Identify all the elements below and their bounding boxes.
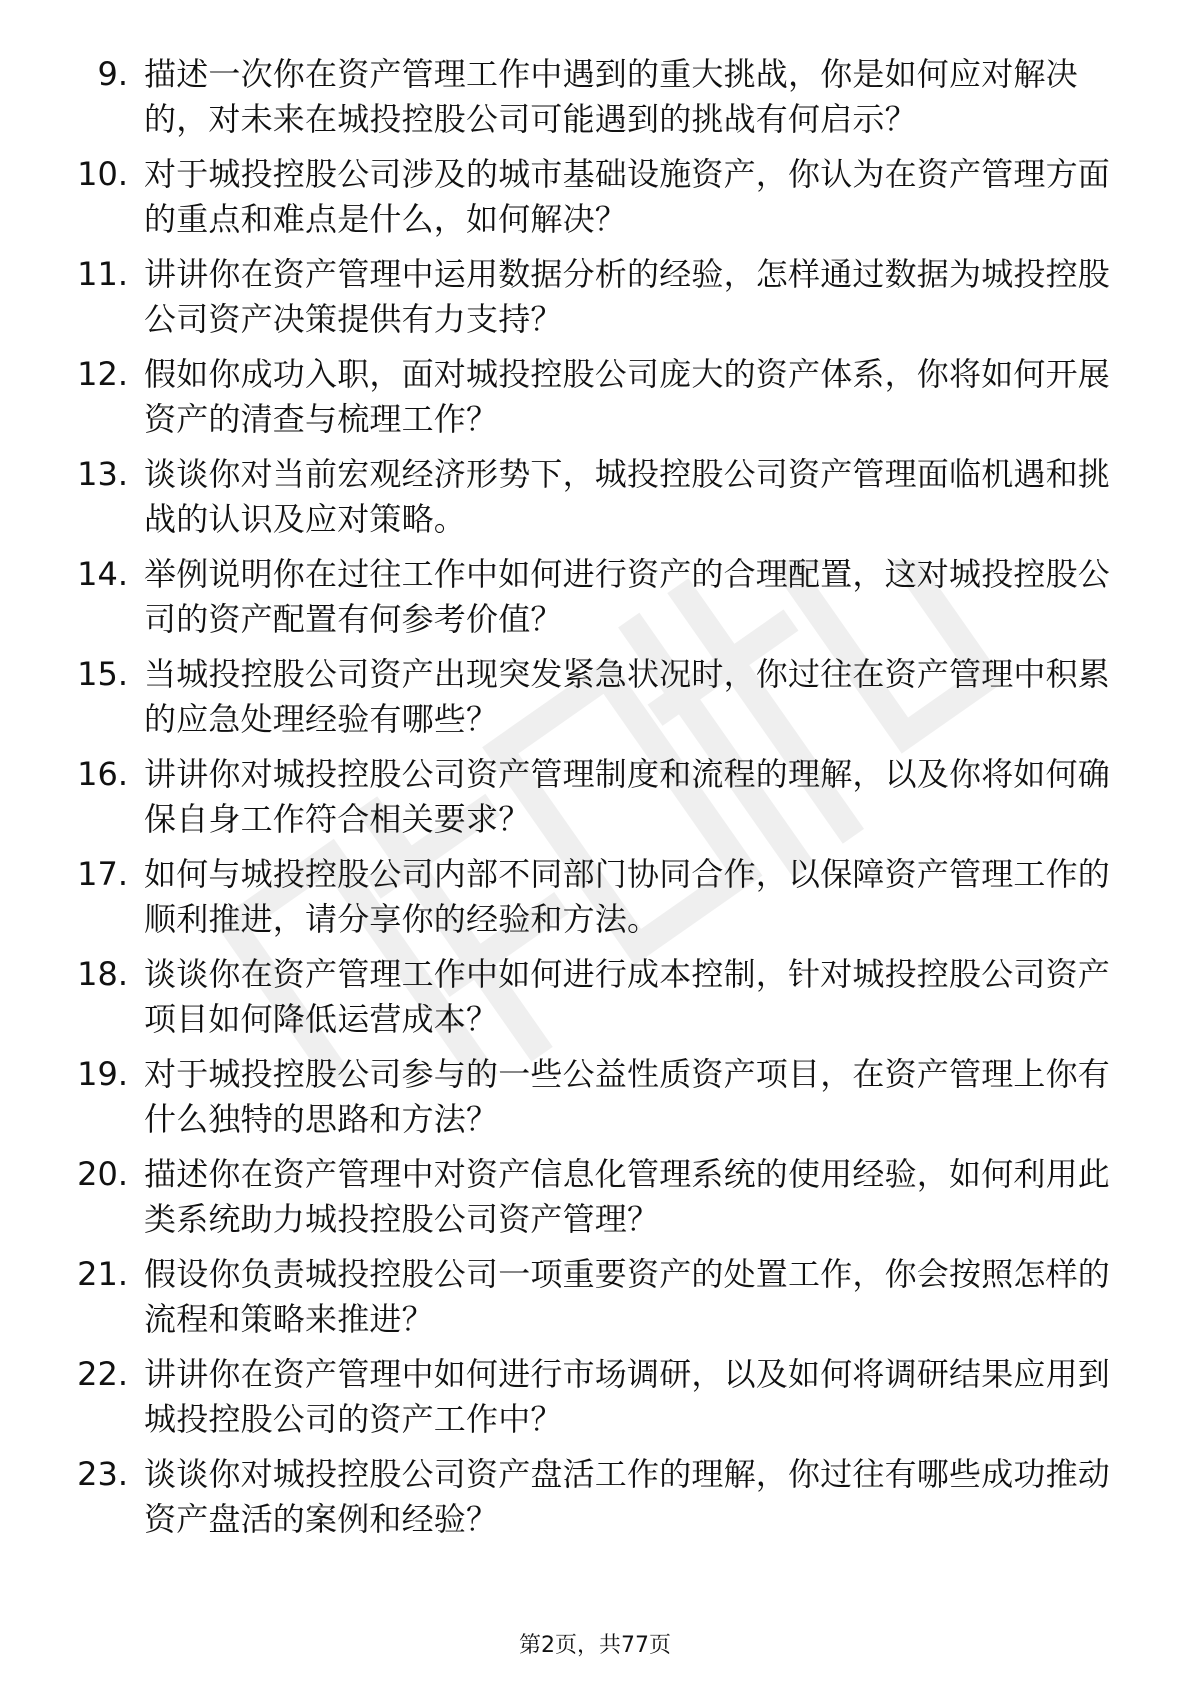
- question-text: 对于城投控股公司涉及的城市基础设施资产，你认为在资产管理方面的重点和难点是什么，如何解决？: [144, 155, 1111, 238]
- question-text: 假设你负责城投控股公司一项重要资产的处置工作，你会按照怎样的流程和策略来推进？: [144, 1255, 1111, 1338]
- question-number: 12.: [77, 355, 128, 393]
- question-item: [58, 752, 1118, 852]
- question-number: 10.: [77, 155, 128, 193]
- question-text: 谈谈你对城投控股公司资产盘活工作的理解，你过往有哪些成功推动资产盘活的案例和经验？: [144, 1455, 1111, 1538]
- question-number: 11.: [77, 255, 128, 293]
- question-number: 17.: [77, 855, 128, 893]
- question-text: 如何与城投控股公司内部不同部门协同合作，以保障资产管理工作的顺利推进，请分享你的经验和方法。: [144, 855, 1111, 938]
- question-number: 19.: [77, 1055, 128, 1093]
- question-item: [58, 952, 1118, 1052]
- question-item: [58, 52, 1118, 152]
- question-text: 讲讲你对城投控股公司资产管理制度和流程的理解，以及你将如何确保自身工作符合相关要求？: [144, 755, 1111, 838]
- question-number: 15.: [77, 655, 128, 693]
- question-number: 13.: [77, 455, 128, 493]
- question-number: 20.: [77, 1155, 128, 1193]
- page-indicator: 第2页，共77页: [519, 1633, 671, 1658]
- question-item: [58, 852, 1118, 952]
- question-text: 谈谈你对当前宏观经济形势下，城投控股公司资产管理面临机遇和挑战的认识及应对策略。: [144, 455, 1111, 538]
- question-text: 描述一次你在资产管理工作中遇到的重大挑战，你是如何应对解决的，对未来在城投控股公司可能遇到的挑战有何启示？: [144, 55, 1078, 138]
- question-number: 23.: [77, 1455, 128, 1493]
- question-text: 讲讲你在资产管理中如何进行市场调研，以及如何将调研结果应用到城投控股公司的资产工作中？: [144, 1355, 1111, 1438]
- question-number: 9.: [97, 55, 128, 93]
- question-text: 举例说明你在过往工作中如何进行资产的合理配置，这对城投控股公司的资产配置有何参考价值？: [144, 555, 1111, 638]
- question-number: 18.: [77, 955, 128, 993]
- question-item: [58, 1152, 1118, 1252]
- page-footer: [0, 1628, 1190, 1659]
- question-item: [58, 1052, 1118, 1152]
- question-text: 对于城投控股公司参与的一些公益性质资产项目，在资产管理上你有什么独特的思路和方法？: [144, 1055, 1111, 1138]
- question-text: 谈谈你在资产管理工作中如何进行成本控制，针对城投控股公司资产项目如何降低运营成本？: [144, 955, 1111, 1038]
- question-text: 当城投控股公司资产出现突发紧急状况时，你过往在资产管理中积累的应急处理经验有哪些？: [144, 655, 1111, 738]
- question-number: 16.: [77, 755, 128, 793]
- question-number: 22.: [77, 1355, 128, 1393]
- question-item: [58, 1352, 1118, 1452]
- question-item: [58, 152, 1118, 252]
- question-item: [58, 352, 1118, 452]
- question-item: [58, 452, 1118, 552]
- question-text: 假如你成功入职，面对城投控股公司庞大的资产体系，你将如何开展资产的清查与梳理工作？: [144, 355, 1111, 438]
- question-number: 14.: [77, 555, 128, 593]
- question-item: [58, 1452, 1118, 1552]
- question-item: [58, 1252, 1118, 1352]
- question-item: [58, 652, 1118, 752]
- question-item: [58, 552, 1118, 652]
- question-text: 描述你在资产管理中对资产信息化管理系统的使用经验，如何利用此类系统助力城投控股公司资产管理？: [144, 1155, 1111, 1238]
- question-text: 讲讲你在资产管理中运用数据分析的经验，怎样通过数据为城投控股公司资产决策提供有力支持？: [144, 255, 1111, 338]
- question-list: [58, 52, 1118, 1552]
- question-number: 21.: [77, 1255, 128, 1293]
- question-item: [58, 252, 1118, 352]
